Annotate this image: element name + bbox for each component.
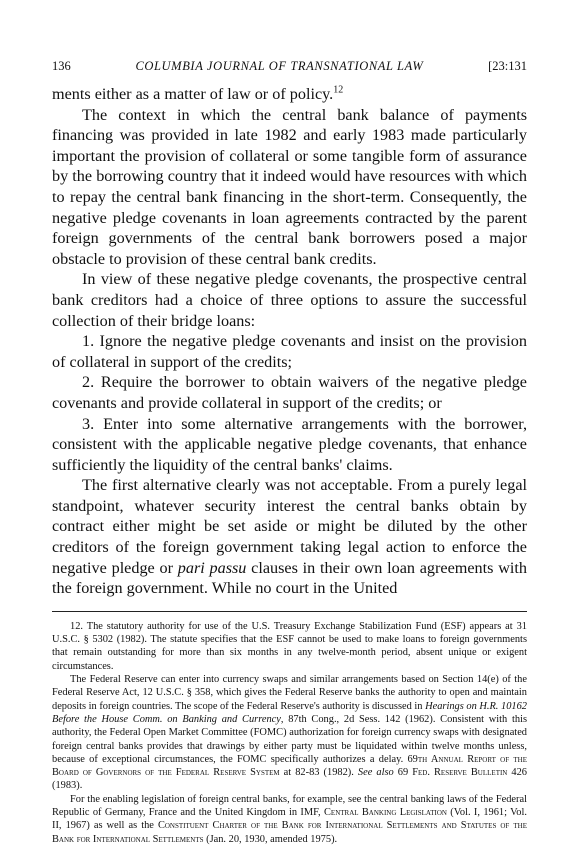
- paragraph-text: clauses in their own loan agreements with the foreign government. While no court in the United: [52, 558, 527, 598]
- journal-page: [52, 58, 527, 846]
- footnote-text: 69: [393, 767, 413, 779]
- paragraph-text: The first alternative clearly was not acceptable. From a purely legal standpoint, whatever security interest the central banks obtain by contract either might be set aside or might be diluted by the other creditors of the foreign government taking legal action to enforce the negative pledge or: [52, 476, 527, 577]
- footnote-text: 426 (1983).: [52, 767, 528, 792]
- journal-title: COLUMBIA JOURNAL OF TRANSNATIONAL LAW: [135, 59, 424, 73]
- footnote-text: For the enabling legislation of foreign central banks, for example, see the central banking laws of the Federal Republic of Germany, France and the United Kingdom in IMF,: [52, 793, 527, 818]
- option-item: 3. Enter into some alternative arrangements with the borrower, consistent with the applicable negative pledge covenants, that enhance sufficiently the liquidity of the central banks' claims.: [52, 414, 527, 474]
- paragraph: [52, 475, 527, 599]
- footnote: [52, 793, 527, 846]
- running-head: [52, 58, 527, 74]
- option-item: 1. Ignore the negative pledge covenants and insist on the provision of collateral in support of the credits;: [52, 332, 527, 371]
- footnote: [52, 673, 527, 793]
- signal-italic: See also: [357, 767, 394, 779]
- citation-small-caps: Fed. Reserve Bulletin: [412, 767, 508, 779]
- paragraph: The context in which the central bank balance of payments financing was provided in late 1982 and early 1983 made particularly important the provision of collateral or some tangible form of assurance by the borrowing country that it indeed would have resources with which to repay the central bank financing in the short-term. Consequently, the negative pledge covenants in loan agreements contracted by the parent foreign governments of the central bank borrowers posed a major obstacle to provision of these central bank credits.: [52, 105, 527, 268]
- footnote-text: (Vol. I, 1961; Vol. II, 1967) as well as the: [52, 807, 527, 832]
- italic-term: pari passu: [177, 558, 247, 577]
- footnote-text: (Jan. 20, 1930, amended 1975).: [203, 833, 338, 845]
- footnote-divider: [52, 611, 527, 612]
- paragraph: In view of these negative pledge covenants, the prospective central bank creditors had a choice of three options to assure the successful collection of their bridge loans:: [52, 270, 527, 330]
- paragraph-text: ments either as a matter of law or of policy.: [52, 85, 334, 103]
- footnote-text: The Federal Reserve can enter into currency swaps and similar arrangements based on Section 14(e) of the Federal Reserve Act, 12 U.S.C. § 358, which gives the Federal Reserve banks the authority to open and maintain deposits in foreign countries. The scope of the Federal Reserve's authority is discussed in: [52, 674, 527, 712]
- footnotes: [52, 620, 527, 846]
- option-item: 2. Require the borrower to obtain waivers of the negative pledge covenants and provide collateral in support of the credits; or: [52, 373, 527, 412]
- citation-small-caps: Constituent Charter of the Bank for International Settlements and Statutes of the Bank for International Settlements: [52, 820, 527, 845]
- page-number: 136: [52, 59, 71, 73]
- volume-citation: [23:131: [488, 59, 527, 73]
- footnote-text: at 82-83 (1982).: [279, 767, 358, 779]
- paragraph-continuation: [52, 84, 527, 105]
- main-text: [52, 84, 527, 599]
- citation-italic: Hearings on H.R. 10162 Before the House Comm. on Banking and Currency: [52, 700, 527, 725]
- citation-small-caps: Central Banking Legislation: [324, 807, 447, 818]
- footnote: 12. The statutory authority for use of the U.S. Treasury Exchange Stabilization Fund (ESF) appears at 31 U.S.C. § 5302 (1982). The statute specifies that the ESF cannot be used to make loans to foreign governments that remain outstanding for more than six months in any twelve-month period, absent unique or exigent circumstances.: [52, 620, 527, 672]
- footnote-reference: 12: [333, 84, 344, 96]
- footnote-text: , 87th Cong., 2d Sess. 142 (1962). Consistent with this authority, the Federal Open Market Committee (FOMC) authorization for foreign currency swaps with designated foreign central banks provides that drawings by either party must be liquidated within twelve months unless, because of exceptional circumstances, the FOMC specifically authorizes a delay. 69: [52, 713, 527, 765]
- citation-small-caps: th Annual Report of the Board of Governors of the Federal Reserve System: [52, 753, 527, 779]
